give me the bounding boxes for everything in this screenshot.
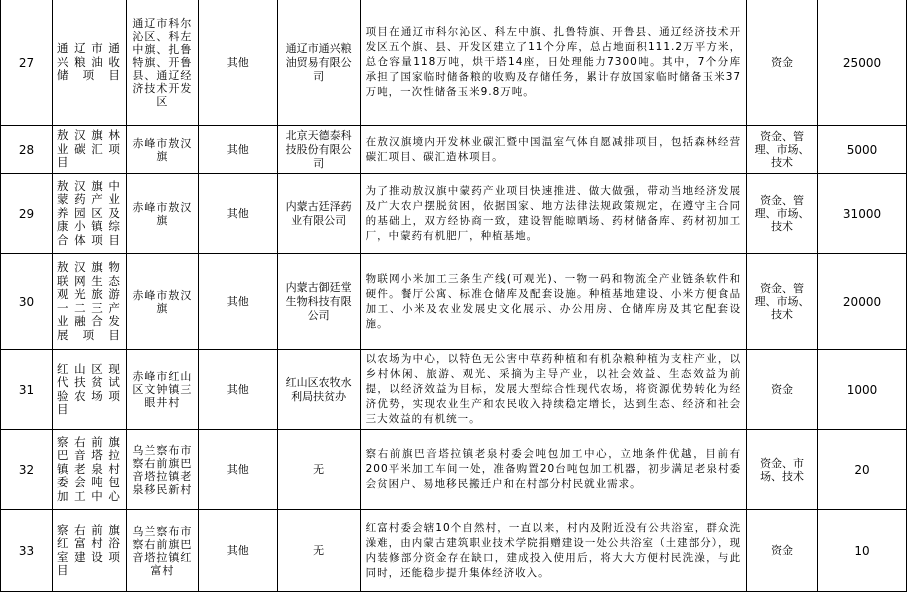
table-row	[1, 430, 907, 510]
investment-amount: 20	[818, 430, 907, 510]
project-name: 红山区现代扶贫试验农场项目	[52, 350, 126, 430]
investment-amount: 31000	[818, 174, 907, 254]
partner-company: 内蒙古廷泽药业有限公司	[277, 174, 360, 254]
project-name: 敖汉旗中蒙药产业养园区及康小镇综合体项目	[52, 174, 126, 254]
needed-resources: 资金、管理、市场、技术	[747, 254, 818, 350]
row-number: 30	[1, 254, 53, 350]
table-row	[1, 254, 907, 350]
table-row	[1, 510, 907, 592]
project-location: 赤峰市敖汉旗	[126, 174, 198, 254]
row-number: 28	[1, 126, 53, 174]
project-content: 物联网小米加工三条生产线(可观光)、一物一码和物流全产业链条软件和硬件。餐厅公寓、标准仓储库及配套设施。种植基地建设、小米方便食品加工、小米及农业发展史文化展示、办公用房、仓储库房及其它配套设施。	[360, 254, 746, 350]
project-name: 通辽市通兴粮油收储项目	[52, 0, 126, 126]
project-location: 赤峰市敖汉旗	[126, 126, 198, 174]
project-type: 其他	[198, 254, 277, 350]
table-row	[1, 126, 907, 174]
investment-amount: 20000	[818, 254, 907, 350]
table-row	[1, 174, 907, 254]
row-number: 33	[1, 510, 53, 592]
table-row	[1, 0, 907, 126]
project-type: 其他	[198, 350, 277, 430]
investment-amount: 5000	[818, 126, 907, 174]
investment-amount: 1000	[818, 350, 907, 430]
project-content: 在敖汉旗境内开发林业碳汇暨中国温室气体自愿减排项目，包括森林经营碳汇项目、碳汇造林项目。	[360, 126, 746, 174]
investment-amount: 25000	[818, 0, 907, 126]
project-content: 红富村委会辖10个自然村，一直以来，村内及附近没有公共浴室，群众洗澡难，由内蒙古建筑职业技术学院捐赠建设一处公共浴室（土建部分），现内装修部分资金存在缺口，建成投入使用后，将大大方便村民洗澡，与此同时，还能稳步提升集体经济收入。	[360, 510, 746, 592]
project-location: 赤峰市敖汉旗	[126, 254, 198, 350]
project-name: 敖汉旗物联网生态观光旅游一二三产业融合发展项目	[52, 254, 126, 350]
partner-company: 红山区农牧水利局扶贫办	[277, 350, 360, 430]
project-content: 项目在通辽市科尔沁区、科左中旗、扎鲁特旗、开鲁县、通辽经济技术开发区五个旗、县、开发区建立了11个分库，总占地面积111.2万平方米，总仓容量118万吨，烘干塔14座，日处理能力7300吨。其中，7个分库承担了国家临时储备粮的收购及存储任务，累计存放国家临时储备玉米37万吨，一次性储备玉米9.8万吨。	[360, 0, 746, 126]
project-location: 乌兰察布市察右前旗巴音塔拉镇红富村	[126, 510, 198, 592]
project-type: 其他	[198, 510, 277, 592]
partner-company: 北京天德泰科技股份有限公司	[277, 126, 360, 174]
row-number: 31	[1, 350, 53, 430]
needed-resources: 资金、管理、市场、技术	[747, 126, 818, 174]
project-location: 赤峰市红山区文钟镇三眼井村	[126, 350, 198, 430]
project-content: 以农场为中心，以特色无公害中草药种植和有机杂粮种植为支柱产业，以乡村休闲、旅游、观光、采摘为主导产业，以社会效益、生态效益为前提，以经济效益为目标，发展大型综合性现代农场，将资源优势转化为经济优势，实现农业生产和农民收入持续稳定增长，达到生态、经济和社会三大效益的有机统一。	[360, 350, 746, 430]
needed-resources: 资金、市场、技术	[747, 430, 818, 510]
partner-company: 内蒙古御廷堂生物科技有限公司	[277, 254, 360, 350]
needed-resources: 资金	[747, 510, 818, 592]
needed-resources: 资金	[747, 350, 818, 430]
project-name: 察右前旗红富村浴室建设项目	[52, 510, 126, 592]
project-location: 通辽市科尔沁区、科左中旗、扎鲁特旗、开鲁县、通辽经济技术开发区	[126, 0, 198, 126]
row-number: 29	[1, 174, 53, 254]
table-row	[1, 350, 907, 430]
project-type: 其他	[198, 126, 277, 174]
row-number: 32	[1, 430, 53, 510]
project-content: 为了推动敖汉旗中蒙药产业项目快速推进、做大做强，带动当地经济发展及广大农户摆脱贫困，依据国家、地方法律法规政策规定，在遵守主合同的基础上，双方经协商一致，建设智能晾晒场、药材储备库、药材初加工厂，中蒙药有机肥厂，种植基地。	[360, 174, 746, 254]
needed-resources: 资金	[747, 0, 818, 126]
project-name: 敖汉旗林业碳汇项目	[52, 126, 126, 174]
project-location: 乌兰察布市察右前旗巴音塔拉镇老泉移民新村	[126, 430, 198, 510]
partner-company: 无	[277, 430, 360, 510]
project-type: 其他	[198, 174, 277, 254]
project-name: 察右前旗巴音塔拉镇老泉村委会吨包加工中心	[52, 430, 126, 510]
project-content: 察右前旗巴音塔拉镇老泉村委会吨包加工中心，立地条件优越，目前有200平米加工车间一处，准备购置20台吨包加工机器，初步满足老泉村委会贫困户、易地移民搬迁户和在村部分村民就业需求。	[360, 430, 746, 510]
project-type: 其他	[198, 0, 277, 126]
partner-company: 通辽市通兴粮油贸易有限公司	[277, 0, 360, 126]
project-type: 其他	[198, 430, 277, 510]
needed-resources: 资金、管理、市场、技术	[747, 174, 818, 254]
investment-amount: 10	[818, 510, 907, 592]
partner-company: 无	[277, 510, 360, 592]
row-number: 27	[1, 0, 53, 126]
